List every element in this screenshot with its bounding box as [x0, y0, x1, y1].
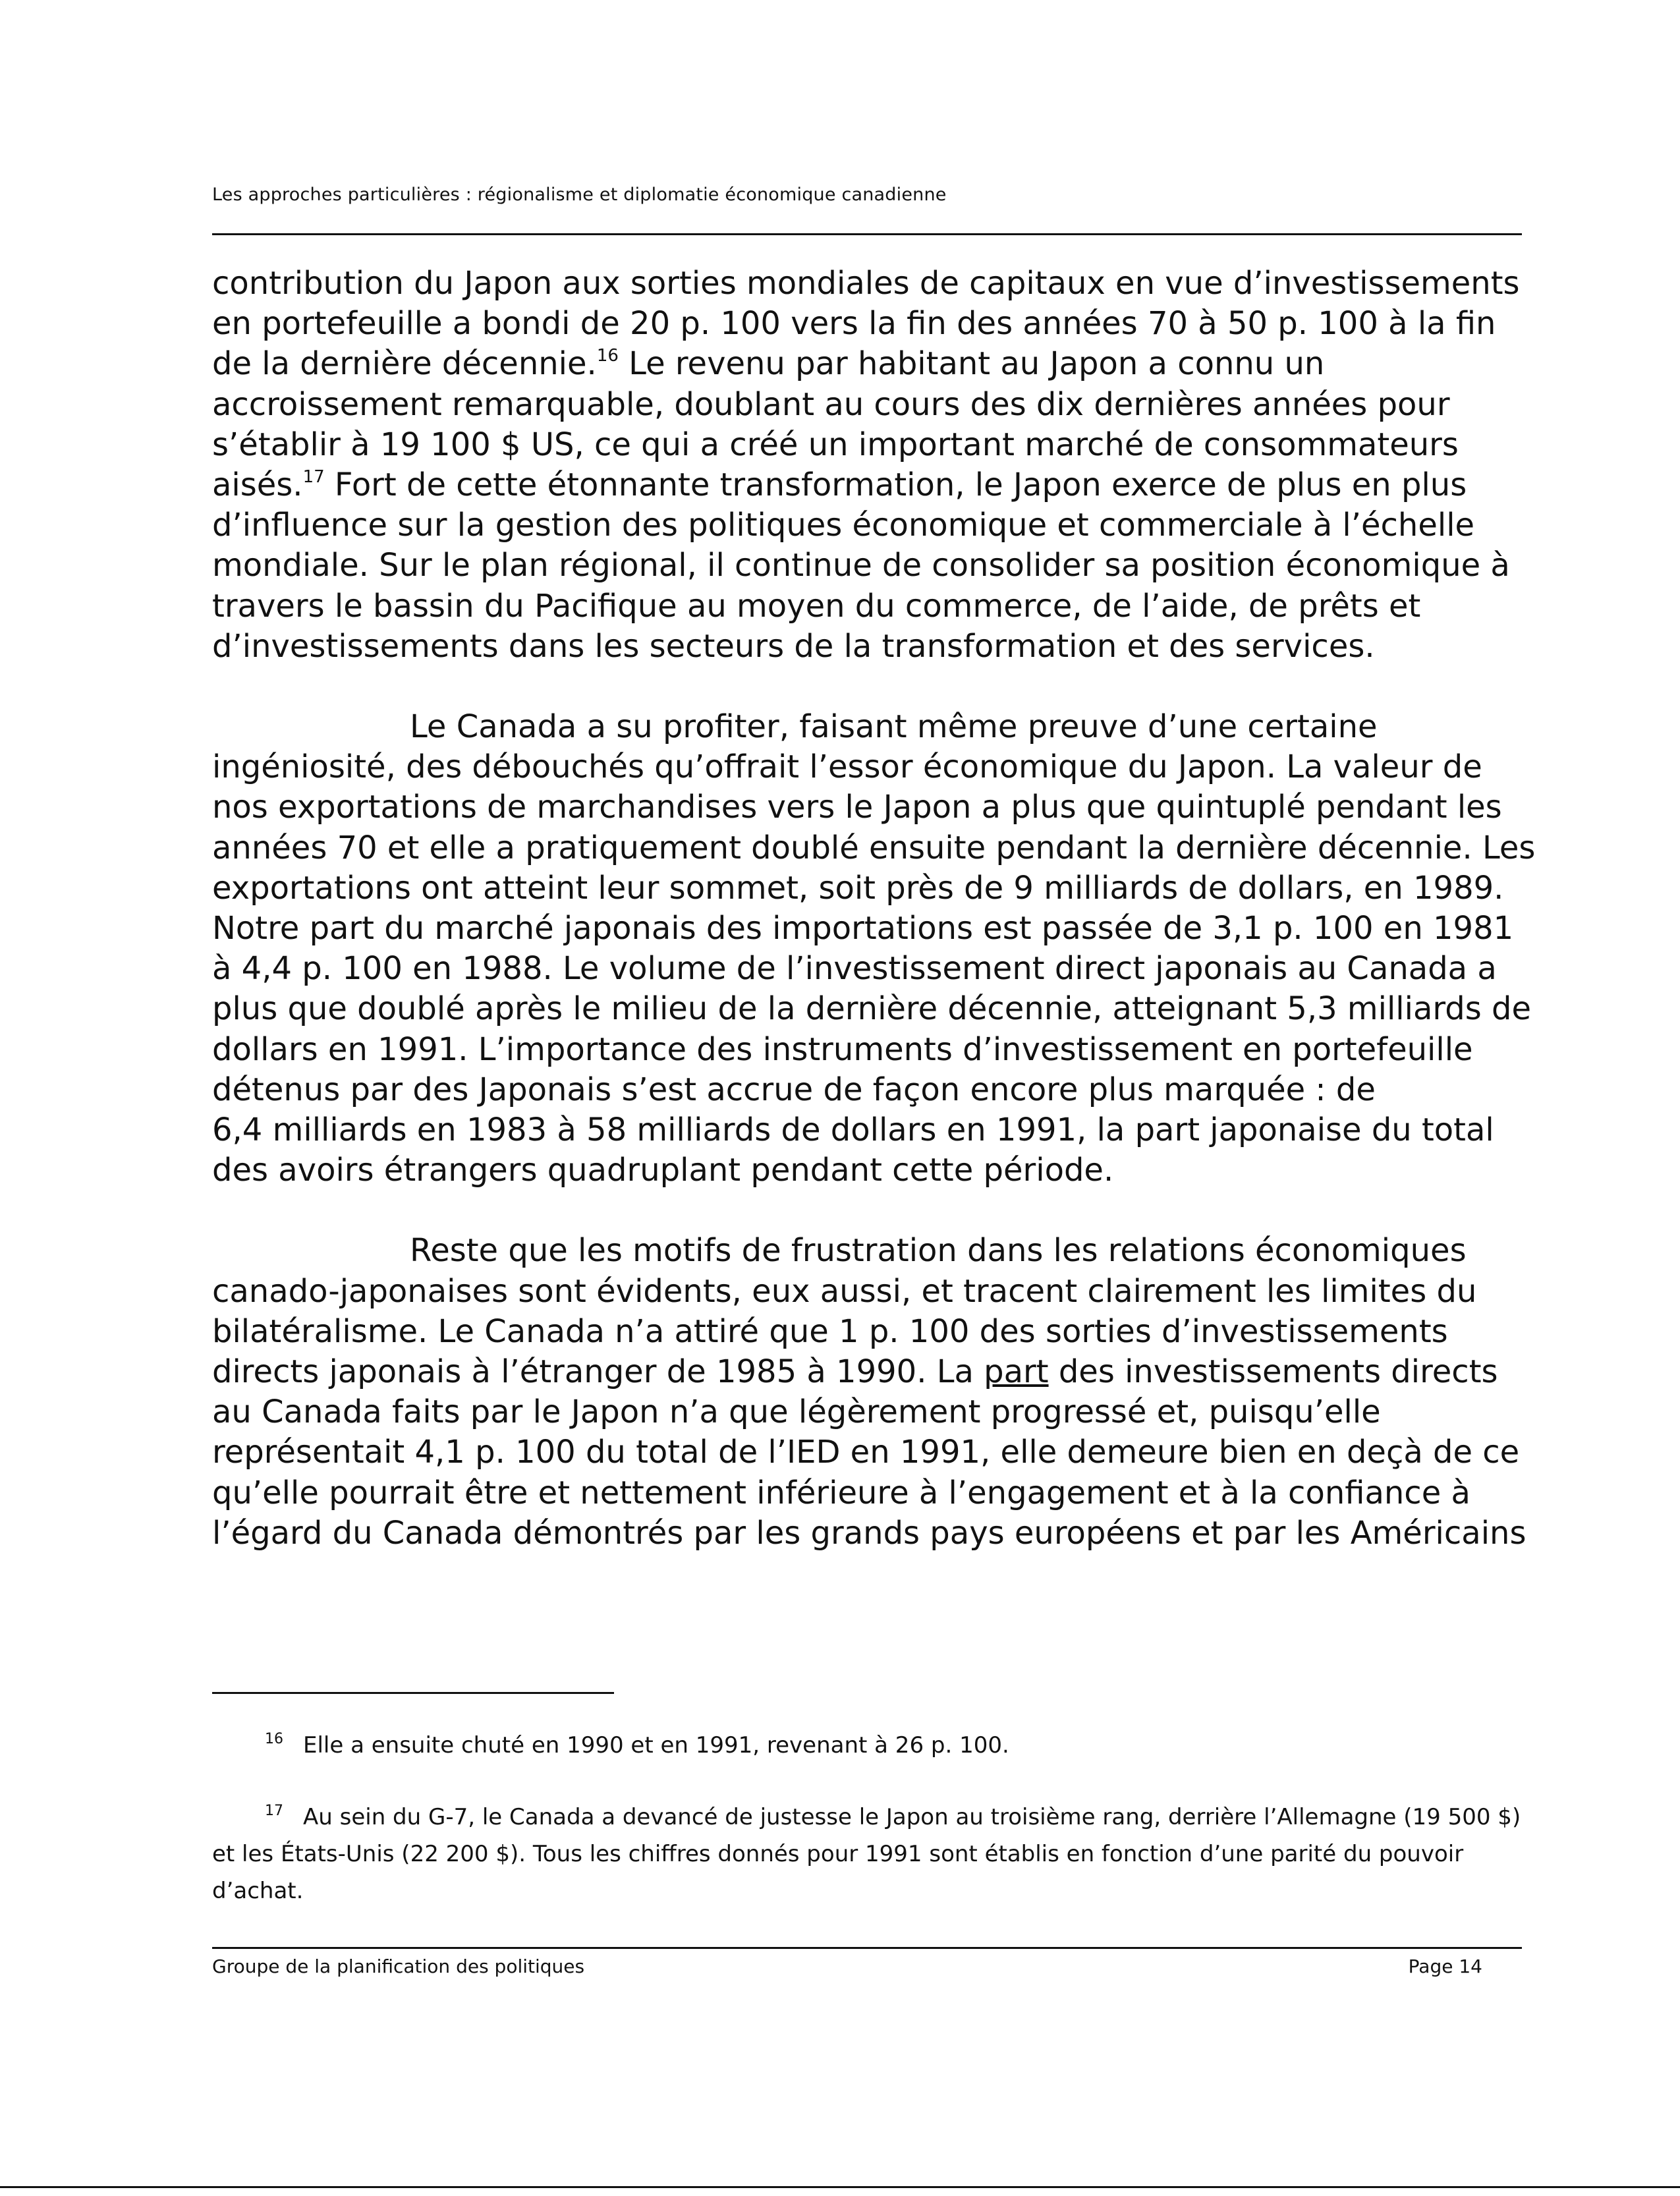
footnote-text: Elle a ensuite chuté en 1990 et en 1991, revenant à 26 p. 100. [303, 1732, 1009, 1759]
text-line: 6,4 milliards en 1983 à 58 milliards de dollars en 1991, la part japonaise du total [212, 1112, 1494, 1149]
text-line [212, 1352, 1523, 1392]
footnote-16 [212, 1721, 1523, 1764]
text-line: Reste que les motifs de frustration dans les relations économiques [410, 1232, 1467, 1270]
page-number: Page 14 [1408, 1956, 1482, 1977]
text-line: en portefeuille a bondi de 20 p. 100 vers la fin des années 70 à 50 p. 100 à la fin [212, 305, 1496, 343]
text-line: accroissement remarquable, doublant au cours des dix dernières années pour [212, 385, 1450, 423]
footnote-number: 17 [265, 1803, 283, 1819]
paragraph-2 [212, 707, 1536, 1191]
text-line: canado-japonaises sont évidents, eux aussi, et tracent clairement les limites du [212, 1272, 1477, 1310]
text-line: ingéniosité, des débouchés qu’offrait l’essor économique du Japon. La valeur de [212, 748, 1482, 786]
text-segment: Le revenu par habitant au Japon a connu un [618, 345, 1325, 383]
text-segment: aisés. [212, 466, 303, 504]
text-line: d’influence sur la gestion des politiques économique et commerciale à l’échelle [212, 507, 1475, 544]
text-line: d’investissements dans les secteurs de la transformation et des services. [212, 627, 1375, 665]
text-segment: des investissements directs [1048, 1353, 1498, 1391]
text-line [212, 344, 1523, 384]
text-line: exportations ont atteint leur sommet, soit près de 9 milliards de dollars, en 1989. [212, 869, 1504, 907]
paragraph-1 [212, 264, 1523, 667]
text-line: l’égard du Canada démontrés par les grands pays européens et par les Américains [212, 1514, 1526, 1552]
text-line: Le Canada a su profiter, faisant même preuve d’une certaine [410, 708, 1378, 746]
footnote-17 [212, 1793, 1523, 1909]
text-line: nos exportations de marchandises vers le Japon a plus que quintuplé pendant les [212, 789, 1502, 826]
text-line [212, 465, 1523, 505]
footnote-text: Au sein du G-7, le Canada a devancé de justesse le Japon au troisième rang, derrière l’Allemagne (19 500 $) et les États-Unis (22 200 $). Tous les chiffres donnés pour 1991 sont établis en fonction d’une parité du pouvoir d’achat. [212, 1804, 1521, 1904]
text-segment: de la dernière décennie. [212, 345, 597, 383]
body-text [212, 264, 1536, 1594]
text-line: au Canada faits par le Japon n’a que légèrement progressé et, puisqu’elle [212, 1394, 1381, 1431]
text-segment: directs japonais à l’étranger de 1985 à 1990. La [212, 1353, 984, 1391]
text-line: à 4,4 p. 100 en 1988. Le volume de l’investissement direct japonais au Canada a [212, 950, 1497, 988]
footnotes [212, 1721, 1523, 1938]
footnote-separator [212, 1692, 614, 1694]
text-segment: Fort de cette étonnante transformation, le Japon exerce de plus en plus [324, 466, 1467, 504]
text-line: contribution du Japon aux sorties mondiales de capitaux en vue d’investissements [212, 265, 1520, 302]
text-line: plus que doublé après le milieu de la dernière décennie, atteignant 5,3 milliards de [212, 990, 1532, 1028]
scan-edge-line [0, 2186, 1680, 2188]
text-line: mondiale. Sur le plan régional, il continue de consolider sa position économique à [212, 547, 1510, 584]
text-line: Notre part du marché japonais des importations est passée de 3,1 p. 100 en 1981 [212, 910, 1514, 947]
text-line: travers le bassin du Pacifique au moyen du commerce, de l’aide, de prêts et [212, 587, 1421, 625]
footer-rule [212, 1947, 1522, 1949]
paragraph-3 [212, 1231, 1526, 1554]
footnote-number: 16 [265, 1731, 283, 1747]
footnote-ref-16[interactable]: 16 [596, 346, 619, 366]
text-line: des avoirs étrangers quadruplant pendant cette période. [212, 1152, 1114, 1189]
footnote-ref-17[interactable]: 17 [302, 467, 325, 488]
header-rule [212, 233, 1522, 235]
text-line: qu’elle pourrait être et nettement inférieure à l’engagement et à la confiance à [212, 1474, 1470, 1511]
text-line: s’établir à 19 100 $ US, ce qui a créé un important marché de consommateurs [212, 426, 1459, 463]
running-header: Les approches particulières : régionalisme et diplomatie économique canadienne [212, 184, 947, 205]
text-line: détenus par des Japonais s’est accrue de façon encore plus marquée : de [212, 1071, 1376, 1108]
text-line: dollars en 1991. L’importance des instruments d’investissement en portefeuille [212, 1030, 1473, 1068]
text-line: bilatéralisme. Le Canada n’a attiré que 1 p. 100 des sorties d’investissements [212, 1312, 1448, 1350]
text-line: représentait 4,1 p. 100 du total de l’IED en 1991, elle demeure bien en deçà de ce [212, 1434, 1520, 1471]
text-line: années 70 et elle a pratiquement doublé ensuite pendant la dernière décennie. Les [212, 829, 1536, 866]
footer-organization: Groupe de la planification des politiques [212, 1956, 585, 1977]
underlined-word: part [984, 1353, 1049, 1391]
